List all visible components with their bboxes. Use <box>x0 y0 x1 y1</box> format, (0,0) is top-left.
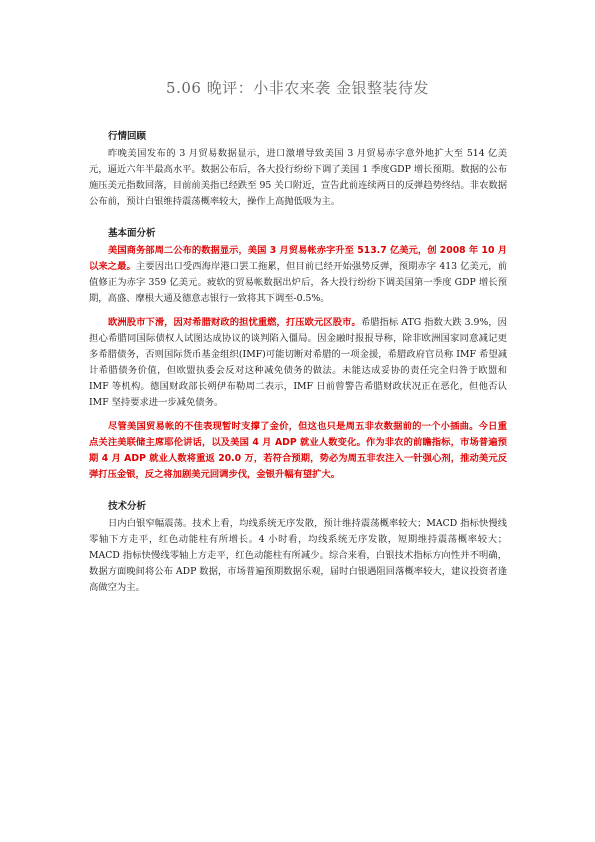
paragraph <box>89 146 507 210</box>
highlight-text: 尽管美国贸易帐的不佳表现暂时支撑了金价，但这也只是周五非农数据前的一个小插曲。今日重点关注美联储主席耶伦讲话，以及美国 4 月 ADP 就业人数变化。作为非农的前瞻指标，市场普遍预期 4 月 ADP 就业人数将重返 20.0 万，若符合预期，势必为周五非农注入一针强心剂，推动美元反弹打压金银，反之将加剧美元回调步伐，金银升幅有望扩大。 <box>89 421 507 480</box>
section-technical-analysis <box>89 499 507 596</box>
paragraph <box>89 516 507 596</box>
section-fundamental-analysis <box>89 226 507 483</box>
paragraph <box>89 419 507 483</box>
body-text: 希腊指标 ATG 指数大跌 3.9%，因担心希腊同国际债权人试图达成协议的谈判陷入僵局。因金融时报报导称，除非欧洲国家同意减记更多希腊债务，否则国际货币基金组织(IMF)可能切断对希腊的一项金援，希腊政府官员称 IMF 希望减计希腊债务价值，但欧盟执委会反对这种减免债务的做法。未能达成妥协的责任完全归咎于欧盟和 IMF 等机构。德国财政部长朔伊布勒周二表示，IMF 日前曾警告希腊财政状况正在恶化，但他否认 IMF 坚持要求进一步减免债务。 <box>89 317 507 408</box>
section-heading: 技术分析 <box>108 501 147 512</box>
body-text: 主要因出口受西海岸港口罢工拖累，但目前已经开始强势反弹，预期赤字 413 亿美元，前值修正为赤字 359 亿美元。疲软的贸易帐数据出炉后，各大投行纷纷下调美国第一季度 GDP 增长预期，高盛、摩根大通及德意志银行一致将其下调至-0.5%。 <box>89 261 507 304</box>
paragraph <box>89 315 507 411</box>
highlight-text: 欧洲股市下滑，因对希腊财政的担忧重燃，打压欧元区股市。 <box>108 317 361 328</box>
section-heading: 基本面分析 <box>108 228 156 239</box>
highlight-text: 美国商务部周二公布的数据显示，美国 3 月贸易帐赤字升至 513.7 亿美元，创 2008 年 10 月以来之最。 <box>89 245 507 272</box>
article-body <box>89 129 507 612</box>
paragraph <box>89 243 507 307</box>
body-text: 日内白银窄幅震荡。技术上看，均线系统无序发散，预计维持震荡概率较大；MACD 指标快慢线零轴下方走平，红色动能柱有所增长。4 小时看，均线系统无序发散，短期维持震荡概率较大；MACD 指标快慢线零轴上方走平，红色动能柱有所减少。综合来看，白银技术指标方向性并不明确，数据方面晚间将公布 ADP 数据，市场普遍预期数据乐观，届时白银遇阻回落概率较大，建议投资者逢高做空为主。 <box>89 518 507 593</box>
section-heading: 行情回顾 <box>108 131 147 142</box>
body-text: 昨晚美国发布的 3 月贸易数据显示，进口激增导致美国 3 月贸易赤字意外地扩大至 514 亿美元，逼近六年半最高水平。数据公布后，各大投行纷纷下调了美国 1 季度GDP 增长预期。数据的公布施压美元指数回落，目前前美指已经跌至 95 关口附近，宣告此前连续两日的反弹趋势终结。非农数据公布前，预计白银维持震荡概率较大，操作上高抛低吸为主。 <box>89 148 507 207</box>
page-title: 5.06 晚评：小非农来袭 金银整装待发 <box>166 79 429 97</box>
section-market-review <box>89 129 507 210</box>
